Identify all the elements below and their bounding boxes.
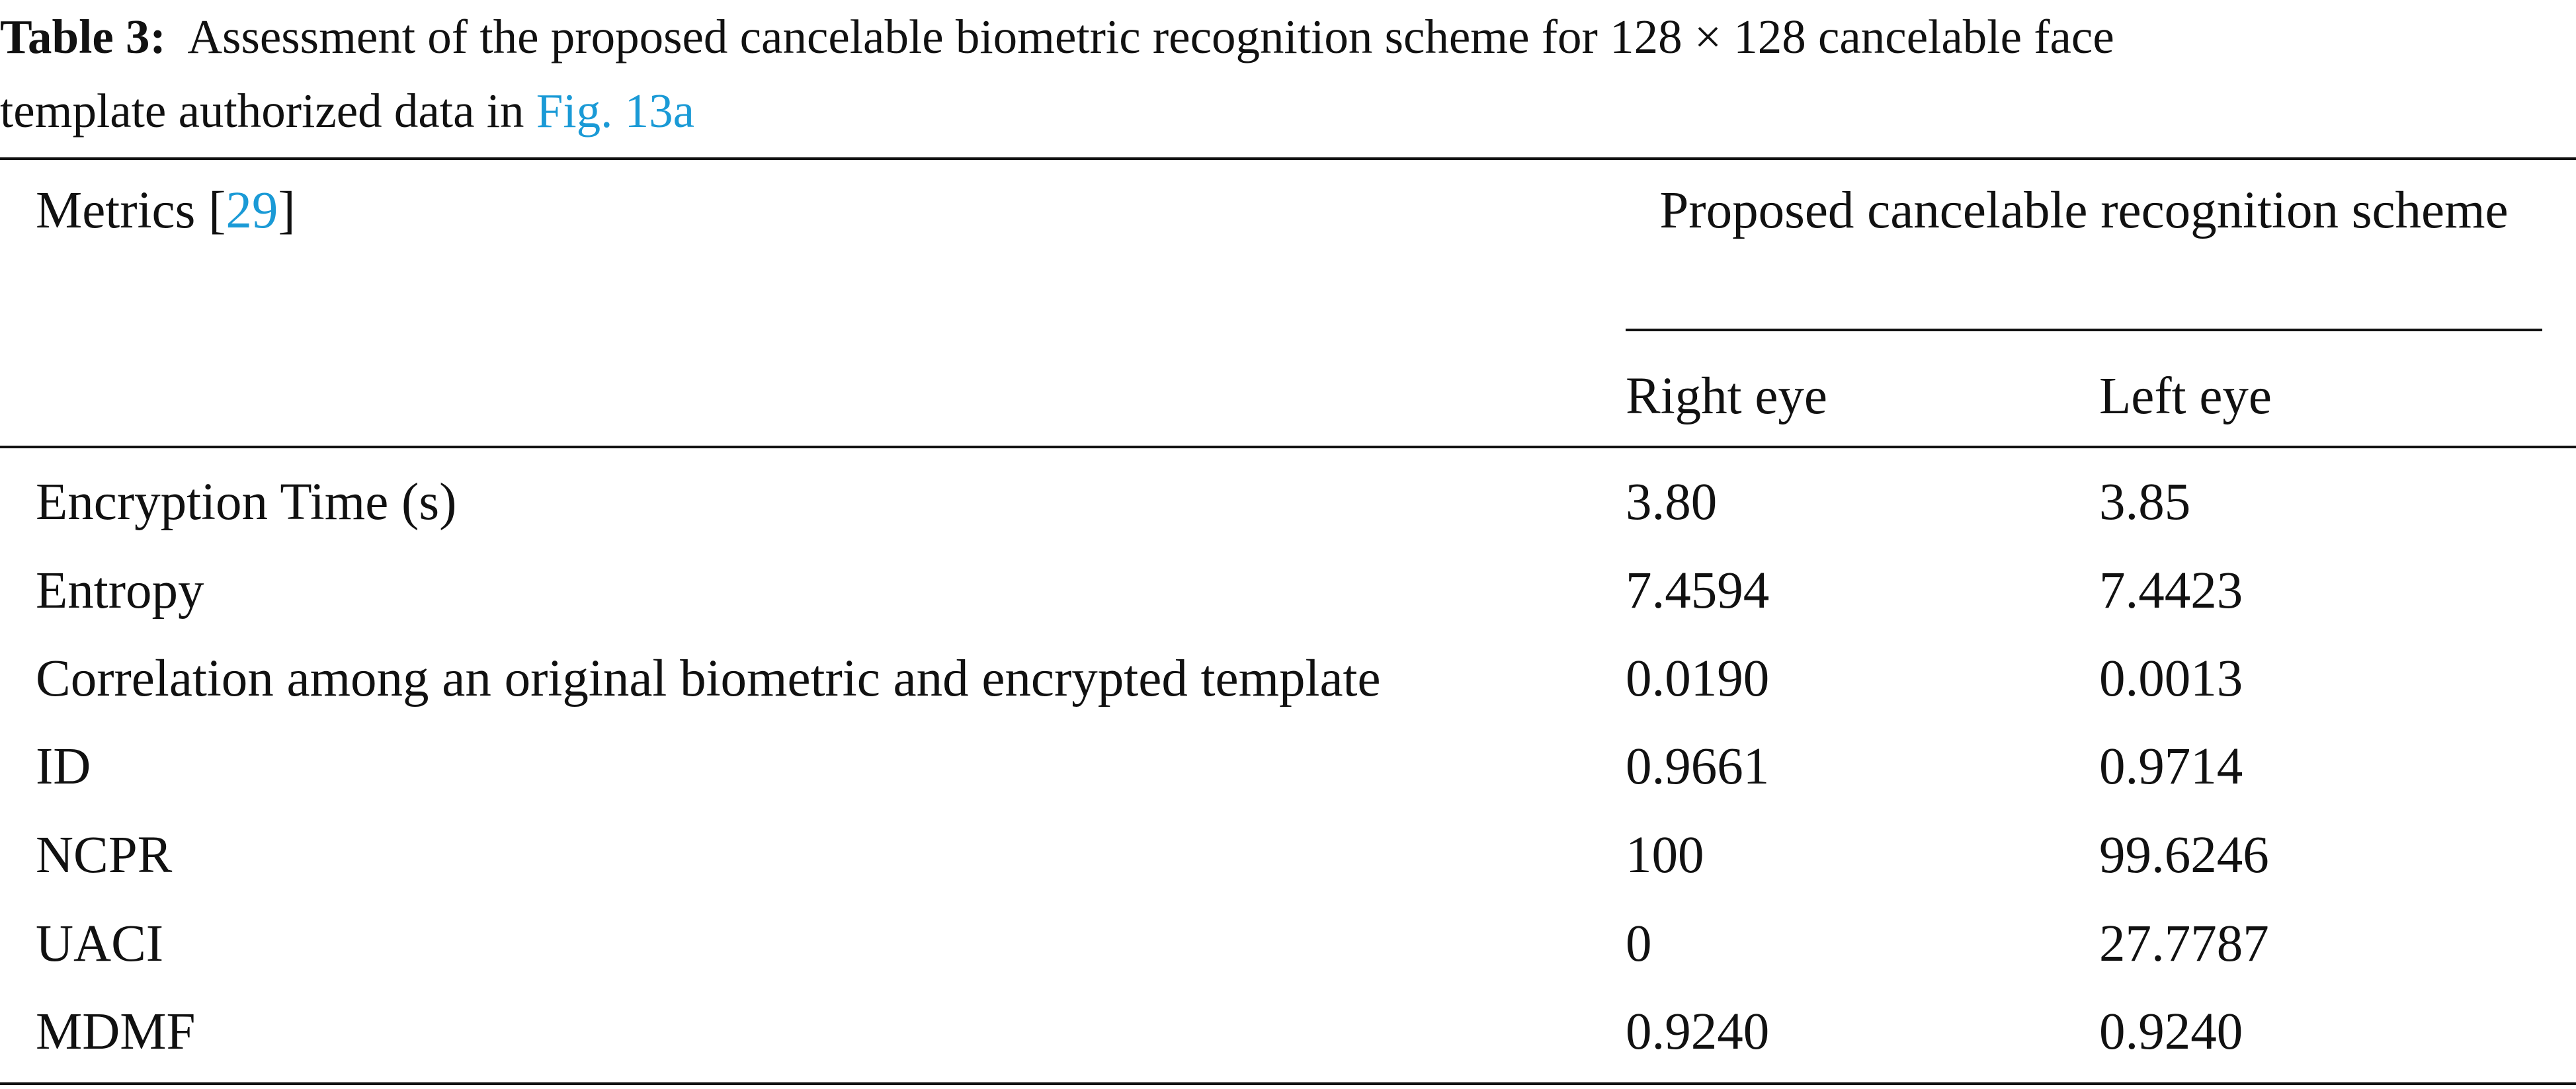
header-metrics-label: Metrics [ bbox=[36, 182, 226, 239]
metric-label: UACI bbox=[36, 915, 164, 973]
table-header-rule bbox=[0, 446, 2576, 448]
right-eye-value: 100 bbox=[1626, 827, 1704, 884]
metric-label: NCPR bbox=[36, 827, 173, 884]
table-bottom-rule bbox=[0, 1082, 2576, 1085]
right-eye-value: 0.0190 bbox=[1626, 650, 1770, 707]
header-metrics-close: ] bbox=[278, 182, 296, 239]
caption-line-1 bbox=[0, 0, 2576, 74]
left-eye-value: 0.9240 bbox=[2099, 1003, 2243, 1061]
metric-label: ID bbox=[36, 738, 91, 795]
left-eye-value: 7.4423 bbox=[2099, 562, 2243, 620]
left-eye-value: 0.9714 bbox=[2099, 738, 2243, 795]
header-group-proposed-scheme: Proposed cancelable recognition scheme bbox=[1659, 182, 2509, 239]
caption-text-cont: template authorized data in bbox=[0, 84, 524, 138]
caption-line-2 bbox=[0, 74, 2576, 148]
right-eye-value: 0.9240 bbox=[1626, 1003, 1770, 1061]
right-eye-value: 0.9661 bbox=[1626, 738, 1770, 795]
header-left-eye: Left eye bbox=[2099, 368, 2272, 425]
caption-label: Table 3: bbox=[0, 10, 166, 63]
right-eye-value: 0 bbox=[1626, 915, 1652, 973]
figure-link[interactable]: Fig. 13a bbox=[536, 84, 695, 138]
header-group-rule bbox=[1626, 329, 2542, 331]
left-eye-value: 99.6246 bbox=[2099, 827, 2269, 884]
left-eye-value: 27.7787 bbox=[2099, 915, 2269, 973]
header-metrics bbox=[36, 175, 296, 247]
metric-label: Entropy bbox=[36, 562, 204, 620]
right-eye-value: 7.4594 bbox=[1626, 562, 1770, 620]
metric-label: MDMF bbox=[36, 1003, 196, 1061]
header-right-eye: Right eye bbox=[1626, 368, 1827, 425]
caption-text: Assessment of the proposed cancelable biometric recognition scheme for 128 × 128 cancelable face bbox=[187, 10, 2114, 63]
citation-link[interactable]: 29 bbox=[226, 182, 278, 239]
table-top-rule bbox=[0, 157, 2576, 160]
metric-label: Encryption Time (s) bbox=[36, 473, 457, 531]
metric-label: Correlation among an original biometric and encrypted template bbox=[36, 650, 1381, 707]
left-eye-value: 0.0013 bbox=[2099, 650, 2243, 707]
table-caption bbox=[0, 0, 2576, 148]
left-eye-value: 3.85 bbox=[2099, 473, 2191, 531]
right-eye-value: 3.80 bbox=[1626, 473, 1718, 531]
